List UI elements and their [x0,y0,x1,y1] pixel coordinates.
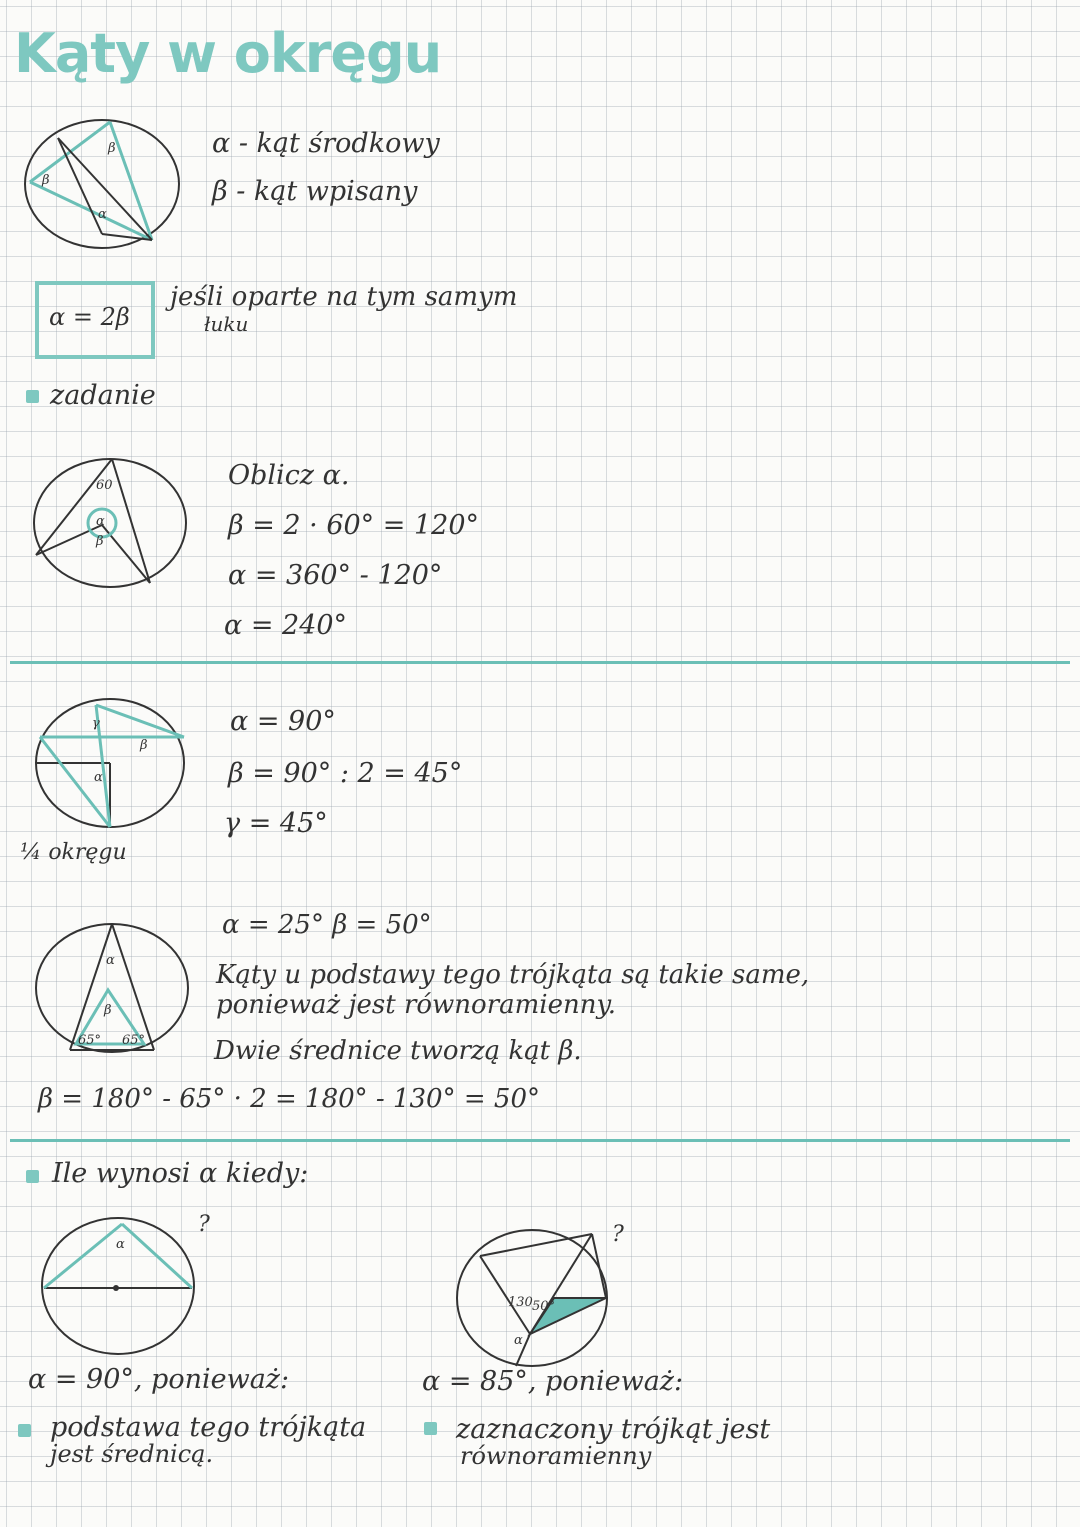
rule-box [35,281,155,359]
example2-line1: α = 90° [230,706,336,737]
fig3-alpha-label: α [94,770,103,785]
example1-line2: β = 2 · 60° = 120° [228,510,480,541]
example1-line1: Oblicz α. [228,460,350,491]
question-left-answer: α = 90°, ponieważ: [28,1364,290,1395]
example3-line1: α = 25° β = 50° [222,910,432,940]
example1-line4: α = 240° [224,610,348,641]
definition-alpha: α - kąt środkowy [212,128,440,159]
example3-line3: ponieważ jest równoramienny. [216,990,616,1020]
fig4-beta-label: β [104,1003,112,1018]
definition-beta: β - kąt wpisany [212,176,418,207]
fig6-130-label: 130 [508,1295,533,1310]
question-right-mark: ? [612,1222,624,1247]
figure-example1 [32,455,190,595]
fig1-alpha-label: α [98,207,107,222]
bullet-icon [18,1424,31,1437]
question-left-reason1: podstawa tego trójkąta [50,1412,367,1443]
example3-line2: Kąty u podstawy tego trójkąta są takie same, [216,960,810,990]
figure-central-inscribed [22,112,187,252]
bullet-icon [26,1170,39,1183]
section-divider [10,661,1070,664]
rule-condition-line2: łuku [204,312,249,336]
figure-question-left [42,1216,198,1356]
rule-formula: α = 2β [49,303,130,331]
question-heading: Ile wynosi α kiedy: [52,1158,309,1189]
question-left-reason2: jest średnicą. [50,1440,214,1468]
bullet-icon [26,390,39,403]
fig4-65a-label: 65° [78,1033,102,1048]
fig1-beta-label: β [108,141,116,156]
example2-caption: ¼ okręgu [20,840,127,865]
fig1-beta2-label: β [42,173,50,188]
example1-line3: α = 360° - 120° [228,560,443,591]
fig3-beta-label: β [140,738,148,753]
fig3-gamma-label: γ [92,716,100,731]
fig4-alpha-label: α [106,953,115,968]
figure-example3 [34,922,190,1058]
fig6-alpha-label: α [514,1333,523,1348]
figure-question-right [456,1226,614,1368]
fig4-65b-label: 65° [122,1033,146,1048]
figure-example2 [36,697,188,831]
question-left-mark: ? [198,1212,210,1237]
section-divider [10,1139,1070,1142]
question-right-reason2: równoramienny [460,1442,652,1470]
fig2-60-label: 60 [96,478,113,493]
fig6-50-label: 50° [532,1299,556,1314]
page-title: Kąty w okręgu [14,22,442,85]
fig2-beta-label: β [96,534,104,549]
example2-line2: β = 90° : 2 = 45° [228,758,463,789]
example3-line5: β = 180° - 65° · 2 = 180° - 130° = 50° [38,1084,540,1114]
example3-line4: Dwie średnice tworzą kąt β. [214,1036,582,1066]
example2-line3: γ = 45° [224,808,328,839]
bullet-icon [424,1422,437,1435]
fig2-alpha-label: α [96,514,105,529]
task-heading: zadanie [50,380,156,411]
fig5-alpha-label: α [116,1237,125,1252]
question-right-answer: α = 85°, ponieważ: [422,1366,684,1397]
rule-condition-line1: jeśli oparte na tym samym [170,282,518,312]
question-right-reason1: zaznaczony trójkąt jest [456,1414,771,1445]
